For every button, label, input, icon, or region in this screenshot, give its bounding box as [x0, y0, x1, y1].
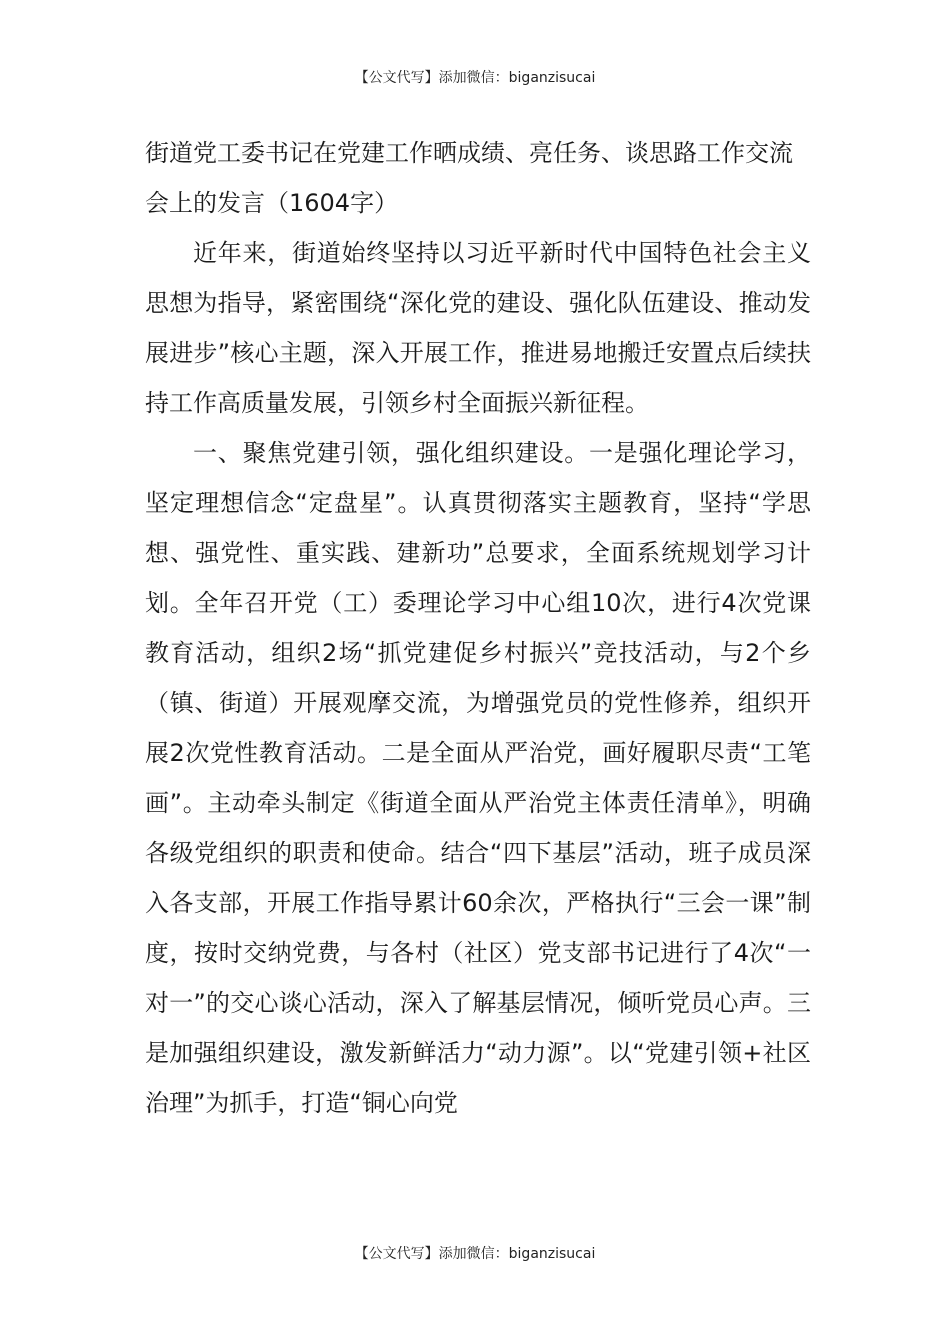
page-header — [0, 68, 950, 88]
document-title: 街道党工委书记在党建工作晒成绩、亮任务、谈思路工作交流会上的发言（1604字） — [145, 139, 793, 217]
page-footer — [0, 1244, 950, 1264]
header-text: 【公文代写】添加微信：biganzisucai — [354, 70, 596, 86]
footer-text: 【公文代写】添加微信：biganzisucai — [354, 1246, 596, 1262]
paragraph-intro: 近年来，街道始终坚持以习近平新时代中国特色社会主义思想为指导，紧密围绕“深化党的建设、强化队伍建设、推动发展进步”核心主题，深入开展工作，推进易地搬迁安置点后续扶持工作高质量发展，引领乡村全面振兴新征程。 — [145, 239, 811, 417]
document-body — [145, 128, 811, 1128]
paragraph-section-one: 一、聚焦党建引领，强化组织建设。一是强化理论学习，坚定理想信念“定盘星”。认真贯彻落实主题教育，坚持“学思想、强党性、重实践、建新功”总要求，全面系统规划学习计划。全年召开党（工）委理论学习中心组10次，进行4次党课教育活动，组织2场“抓党建促乡村振兴”竞技活动，与2个乡（镇、街道）开展观摩交流，为增强党员的党性修养，组织开展2次党性教育活动。二是全面从严治党，画好履职尽责“工笔画”。主动牵头制定《街道全面从严治党主体责任清单》，明确各级党组织的职责和使命。结合“四下基层”活动，班子成员深入各支部，开展工作指导累计60余次，严格执行“三会一课”制度，按时交纳党费，与各村（社区）党支部书记进行了4次“一对一”的交心谈心活动，深入了解基层情况，倾听党员心声。三是加强组织建设，激发新鲜活力“动力源”。以“党建引领+社区治理”为抓手，打造“铜心向党 — [145, 439, 811, 1117]
